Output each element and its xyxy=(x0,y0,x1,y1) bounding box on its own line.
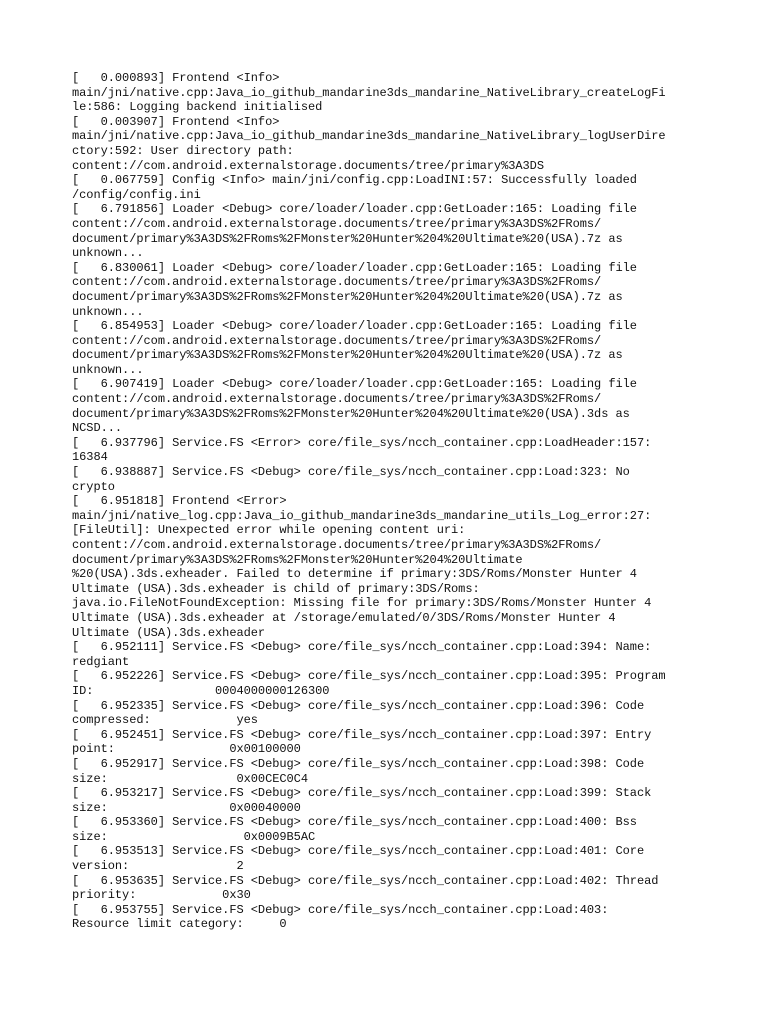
log-line: %20(USA).3ds.exheader. Failed to determine if primary:3DS/Roms/Monster Hunter 4 xyxy=(72,567,637,582)
log-line: point: 0x00100000 xyxy=(72,742,301,757)
log-line: ID: 0004000000126300 xyxy=(72,683,330,698)
log-line: Resource limit category: 0 xyxy=(72,917,287,932)
log-line: le:586: Logging backend initialised xyxy=(72,100,323,115)
log-line: ctory:592: User directory path: xyxy=(72,143,294,158)
log-line: document/primary%3A3DS%2FRoms%2FMonster%20Hunter%204%20Ultimate%20(USA).7z as xyxy=(72,231,623,246)
log-line: [ 6.854953] Loader <Debug> core/loader/loader.cpp:GetLoader:165: Loading file xyxy=(72,319,637,334)
log-line: size: 0x00040000 xyxy=(72,800,301,815)
log-line: [ 6.952111] Service.FS <Debug> core/file_sys/ncch_container.cpp:Load:394: Name: xyxy=(72,640,652,655)
log-line: [ 6.951818] Frontend <Error> xyxy=(72,494,287,509)
log-line: [ 6.952335] Service.FS <Debug> core/file_sys/ncch_container.cpp:Load:396: Code xyxy=(72,698,645,713)
log-line: crypto xyxy=(72,479,115,494)
log-line: [ 6.791856] Loader <Debug> core/loader/loader.cpp:GetLoader:165: Loading file xyxy=(72,202,637,217)
log-line: [ 6.953513] Service.FS <Debug> core/file_sys/ncch_container.cpp:Load:401: Core xyxy=(72,844,645,859)
log-line: [ 6.938887] Service.FS <Debug> core/file_sys/ncch_container.cpp:Load:323: No xyxy=(72,465,630,480)
log-line: content://com.android.externalstorage.documents/tree/primary%3A3DS%2FRoms/ xyxy=(72,538,602,552)
log-line: redgiant xyxy=(72,654,130,669)
log-line: NCSD... xyxy=(72,421,123,436)
log-line: version: 2 xyxy=(72,859,244,874)
log-line: [ 6.952451] Service.FS <Debug> core/file_sys/ncch_container.cpp:Load:397: Entry xyxy=(72,727,652,742)
log-line: unknown... xyxy=(72,246,144,261)
log-line: [ 6.953755] Service.FS <Debug> core/file_sys/ncch_container.cpp:Load:403: xyxy=(72,902,609,917)
log-line: content://com.android.externalstorage.documents/tree/primary%3A3DS xyxy=(72,158,544,173)
log-line: main/jni/native.cpp:Java_io_github_mandarine3ds_mandarine_NativeLibrary_logUserDire xyxy=(72,129,666,144)
log-line: [ 6.953217] Service.FS <Debug> core/file_sys/ncch_container.cpp:Load:399: Stack xyxy=(72,786,652,801)
log-line: [ 6.830061] Loader <Debug> core/loader/loader.cpp:GetLoader:165: Loading file xyxy=(72,260,637,275)
log-line: unknown... xyxy=(72,362,144,377)
log-document xyxy=(72,71,712,932)
log-line: compressed: yes xyxy=(72,713,258,728)
log-line: main/jni/native_log.cpp:Java_io_github_mandarine3ds_mandarine_utils_Log_error:27: xyxy=(72,508,652,523)
log-line: [ 6.937796] Service.FS <Error> core/file_sys/ncch_container.cpp:LoadHeader:157: xyxy=(72,435,652,450)
log-line: content://com.android.externalstorage.documents/tree/primary%3A3DS%2FRoms/ xyxy=(72,333,602,348)
log-line: main/jni/native.cpp:Java_io_github_mandarine3ds_mandarine_NativeLibrary_createLogFi xyxy=(72,85,666,100)
log-line: Ultimate (USA).3ds.exheader is child of primary:3DS/Roms: xyxy=(72,581,480,596)
log-line: content://com.android.externalstorage.documents/tree/primary%3A3DS%2FRoms/ xyxy=(72,275,602,290)
log-line: [ 6.952226] Service.FS <Debug> core/file_sys/ncch_container.cpp:Load:395: Program xyxy=(72,669,666,684)
log-line: document/primary%3A3DS%2FRoms%2FMonster%20Hunter%204%20Ultimate xyxy=(72,552,523,567)
log-line: [ 6.952917] Service.FS <Debug> core/file_sys/ncch_container.cpp:Load:398: Code xyxy=(72,756,645,771)
log-line: Ultimate (USA).3ds.exheader xyxy=(72,625,266,640)
log-line: [ 6.953635] Service.FS <Debug> core/file_sys/ncch_container.cpp:Load:402: Thread xyxy=(72,873,659,888)
log-line: 16384 xyxy=(72,450,108,465)
log-line: content://com.android.externalstorage.documents/tree/primary%3A3DS%2FRoms/ xyxy=(72,216,602,231)
log-line: priority: 0x30 xyxy=(72,888,251,903)
log-line: [ 6.953360] Service.FS <Debug> core/file_sys/ncch_container.cpp:Load:400: Bss xyxy=(72,815,637,830)
log-line: java.io.FileNotFoundException: Missing file for primary:3DS/Roms/Monster Hunter 4 xyxy=(72,596,652,611)
log-line: [ 0.000893] Frontend <Info> xyxy=(72,71,280,85)
log-line: size: 0x0009B5AC xyxy=(72,829,316,844)
log-line: unknown... xyxy=(72,304,144,319)
log-line: document/primary%3A3DS%2FRoms%2FMonster%20Hunter%204%20Ultimate%20(USA).3ds as xyxy=(72,406,630,421)
log-line: /config/config.ini xyxy=(72,187,201,202)
log-line: [FileUtil]: Unexpected error while opening content uri: xyxy=(72,523,466,538)
log-line: [ 0.003907] Frontend <Info> xyxy=(72,114,280,129)
log-line: [ 6.907419] Loader <Debug> core/loader/loader.cpp:GetLoader:165: Loading file xyxy=(72,377,637,392)
log-line: document/primary%3A3DS%2FRoms%2FMonster%20Hunter%204%20Ultimate%20(USA).7z as xyxy=(72,348,623,363)
log-line: content://com.android.externalstorage.documents/tree/primary%3A3DS%2FRoms/ xyxy=(72,392,602,407)
log-line: document/primary%3A3DS%2FRoms%2FMonster%20Hunter%204%20Ultimate%20(USA).7z as xyxy=(72,289,623,304)
log-line: size: 0x00CEC0C4 xyxy=(72,771,308,786)
log-line: Ultimate (USA).3ds.exheader at /storage/emulated/0/3DS/Roms/Monster Hunter 4 xyxy=(72,610,616,625)
log-line: [ 0.067759] Config <Info> main/jni/config.cpp:LoadINI:57: Successfully loaded xyxy=(72,173,637,188)
